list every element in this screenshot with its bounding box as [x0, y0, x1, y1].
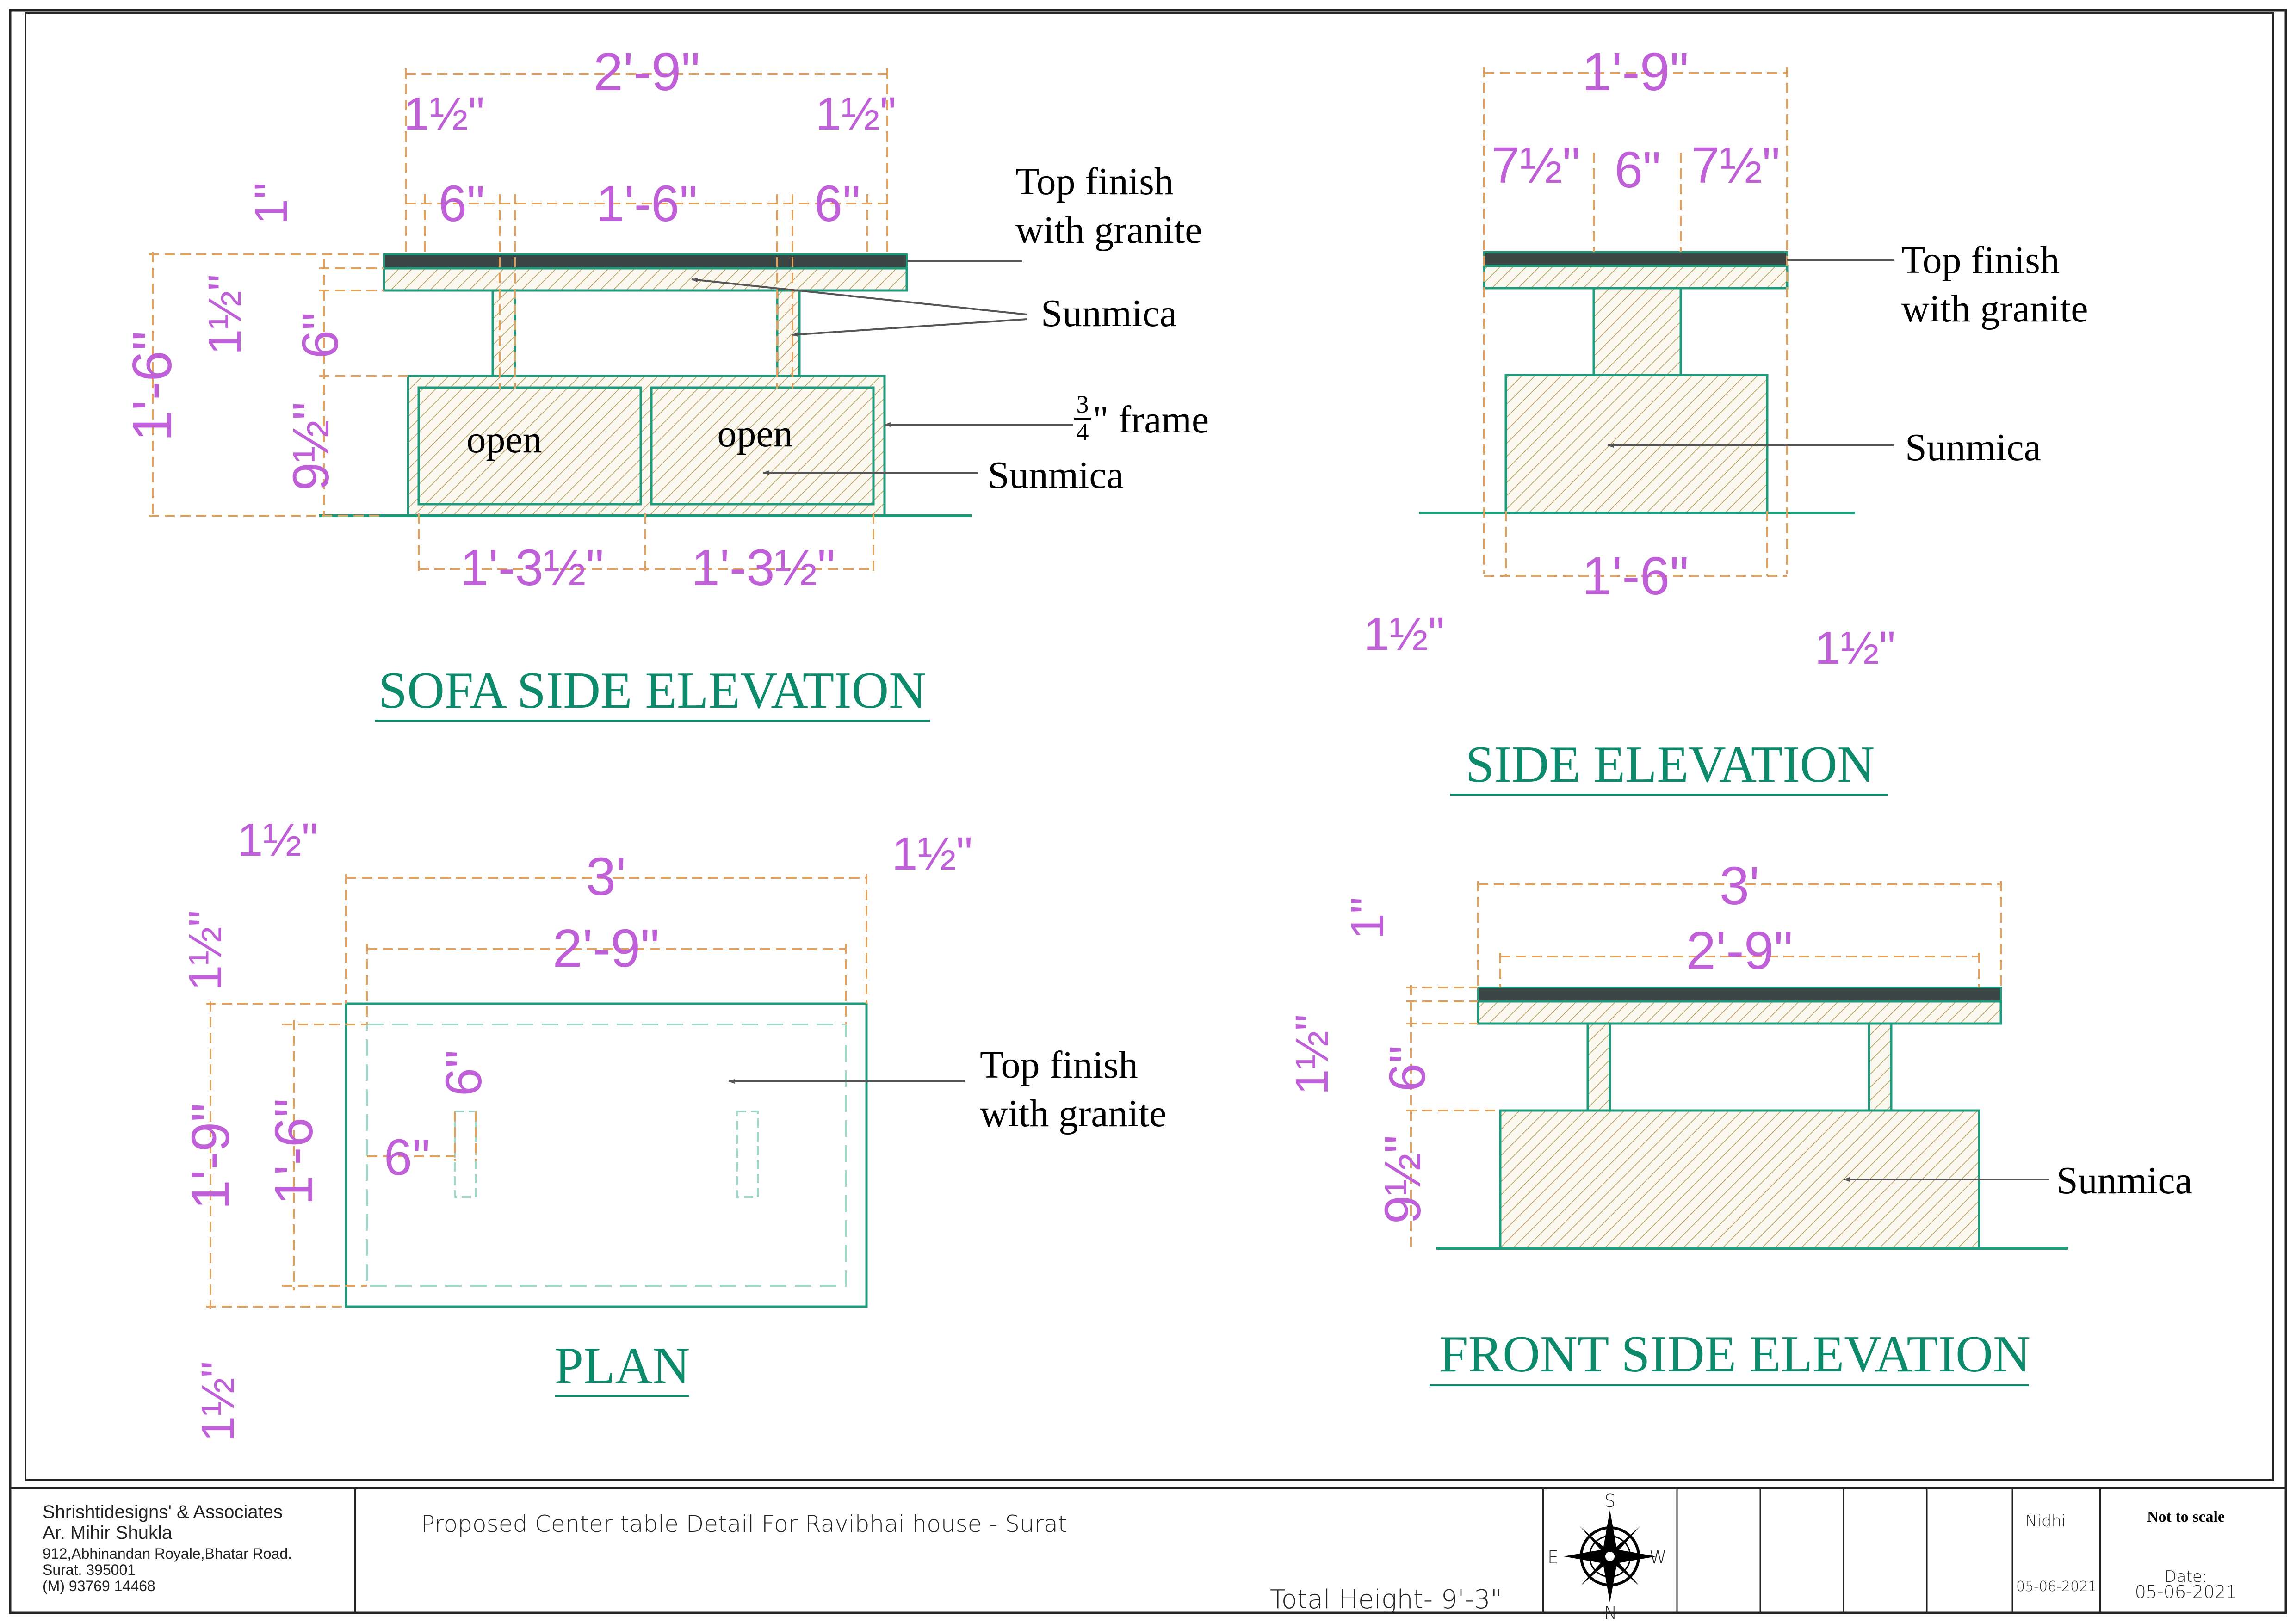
- date-value: 05-06-2021: [2135, 1582, 2237, 1602]
- label-frame-num: 3: [1076, 390, 1089, 418]
- leg-left: [493, 290, 515, 376]
- dim-seg-mid: 1'-6": [596, 175, 698, 232]
- top-board: [384, 268, 907, 290]
- compass-icon: [1564, 1510, 1656, 1603]
- label-open-left: open: [466, 418, 542, 461]
- plan-view: [179, 814, 1167, 1442]
- center-leg: [1594, 288, 1681, 375]
- plan-dim-lines: [206, 874, 866, 1309]
- title-side-elevation: SIDE ELEVATION: [1465, 736, 1875, 793]
- compass-n: N: [1604, 1603, 1617, 1623]
- sofa-side-elevation: [121, 42, 1209, 721]
- title-block: [10, 1488, 2286, 1623]
- dim-bottom-left: 1'-3½": [460, 539, 604, 596]
- dim-box-height: 9½": [1374, 1135, 1431, 1224]
- granite-top: [1478, 987, 2001, 1001]
- dim-seg-right: 6": [814, 175, 861, 232]
- dim-edge-left: 1½": [403, 88, 485, 140]
- label-with-granite: with granite: [1901, 287, 2088, 330]
- firm-name: Shrishtidesigns' & Associates: [43, 1502, 283, 1522]
- label-sunmica: Sunmica: [1905, 426, 2041, 469]
- top-board: [1478, 1001, 2001, 1024]
- compass-s: S: [1604, 1491, 1616, 1511]
- top-board: [1484, 266, 1787, 288]
- dim-total-height: 1'-6": [121, 331, 183, 442]
- front-side-elevation: [1286, 856, 2192, 1385]
- dim-bottom-right: 1'-3½": [691, 539, 835, 596]
- dim-edge-right: 1½": [1814, 622, 1896, 674]
- dim-overall-width: 3': [1719, 856, 1760, 916]
- side-elevation: [1364, 42, 2088, 795]
- dim-edge-top: 1½": [179, 910, 231, 991]
- dim-edge-left: 1½": [237, 814, 318, 866]
- dim-leg-height: 6": [292, 312, 349, 359]
- label-top-finish: Top finish: [980, 1043, 1138, 1086]
- dim-top-thickness: 1": [1342, 897, 1393, 939]
- title-plan: PLAN: [554, 1337, 690, 1395]
- dim-box-height: 9½": [283, 402, 340, 491]
- leg-left: [1588, 1024, 1610, 1111]
- drawn-date: 05-06-2021: [2016, 1579, 2097, 1595]
- title-sofa-side-elevation: SOFA SIDE ELEVATION: [378, 662, 927, 719]
- firm-phone: (M) 93769 14468: [43, 1578, 155, 1594]
- dim-seg-left: 7½": [1491, 137, 1580, 194]
- dim-edge-bottom: 1½": [192, 1361, 244, 1442]
- project-title: Proposed Center table Detail For Ravibhai house - Surat: [421, 1511, 1067, 1537]
- label-sunmica-1: Sunmica: [1041, 292, 1177, 335]
- dim-top-thickness: 1": [245, 182, 297, 225]
- dim-leg-height: 6": [1379, 1045, 1436, 1092]
- dim-leg-length: 6": [435, 1049, 492, 1097]
- label-sunmica-2: Sunmica: [988, 454, 1124, 497]
- compass-w: W: [1649, 1547, 1667, 1567]
- dim-seg-left: 6": [438, 175, 485, 232]
- granite-top: [1484, 252, 1787, 266]
- dim-inner-width: 2'-9": [552, 918, 660, 978]
- plan-leg-right: [737, 1111, 758, 1197]
- label-open-right: open: [717, 412, 793, 455]
- label-sunmica: Sunmica: [2056, 1159, 2192, 1202]
- date-label: Date:: [2164, 1567, 2208, 1586]
- dim-inner-width: 2'-9": [1686, 920, 1793, 981]
- leg-right: [1869, 1024, 1891, 1111]
- dim-seg-mid: 6": [1614, 142, 1661, 198]
- dim-depth-inner: 1'-6": [264, 1098, 324, 1205]
- dim-leg-offset: 6": [384, 1129, 431, 1186]
- scale-note: Not to scale: [2147, 1508, 2225, 1525]
- label-with-granite: with granite: [1015, 209, 1202, 252]
- plan-leg-left: [455, 1111, 476, 1197]
- dim-edge-right: 1½": [815, 88, 897, 140]
- dim-seg-right: 7½": [1691, 137, 1780, 194]
- total-height: Total Height- 9'-3": [1270, 1585, 1503, 1615]
- dim-overall-width: 1'-9": [1582, 42, 1689, 102]
- label-frame: " frame: [1093, 398, 1209, 441]
- firm-address-1: 912,Abhinandan Royale,Bhatar Road.: [43, 1545, 292, 1562]
- label-top-finish: Top finish: [1901, 239, 2060, 282]
- architect-name: Ar. Mihir Shukla: [43, 1523, 173, 1543]
- drawn-by: Nidhi: [2025, 1512, 2066, 1530]
- dim-overall-width: 2'-9": [593, 42, 700, 102]
- compass-e: E: [1547, 1547, 1559, 1567]
- title-front-side-elevation: FRONT SIDE ELEVATION: [1439, 1326, 2030, 1383]
- label-frame-den: 4: [1076, 418, 1089, 446]
- base-box: [1506, 375, 1767, 513]
- dim-top-board: 1½": [199, 274, 251, 355]
- dim-depth-outer: 1'-9": [180, 1103, 241, 1210]
- dim-edge-right: 1½": [891, 828, 973, 880]
- dim-base-width: 1'-6": [1582, 546, 1689, 606]
- dim-overall-width: 3': [586, 846, 626, 907]
- granite-top: [384, 254, 907, 268]
- label-with-granite: with granite: [980, 1092, 1167, 1135]
- label-top-finish: Top finish: [1015, 160, 1174, 203]
- firm-address-2: Surat. 395001: [43, 1561, 136, 1578]
- leg-right: [777, 290, 799, 376]
- dim-top-board: 1½": [1286, 1014, 1338, 1095]
- dim-edge-left: 1½": [1363, 608, 1445, 660]
